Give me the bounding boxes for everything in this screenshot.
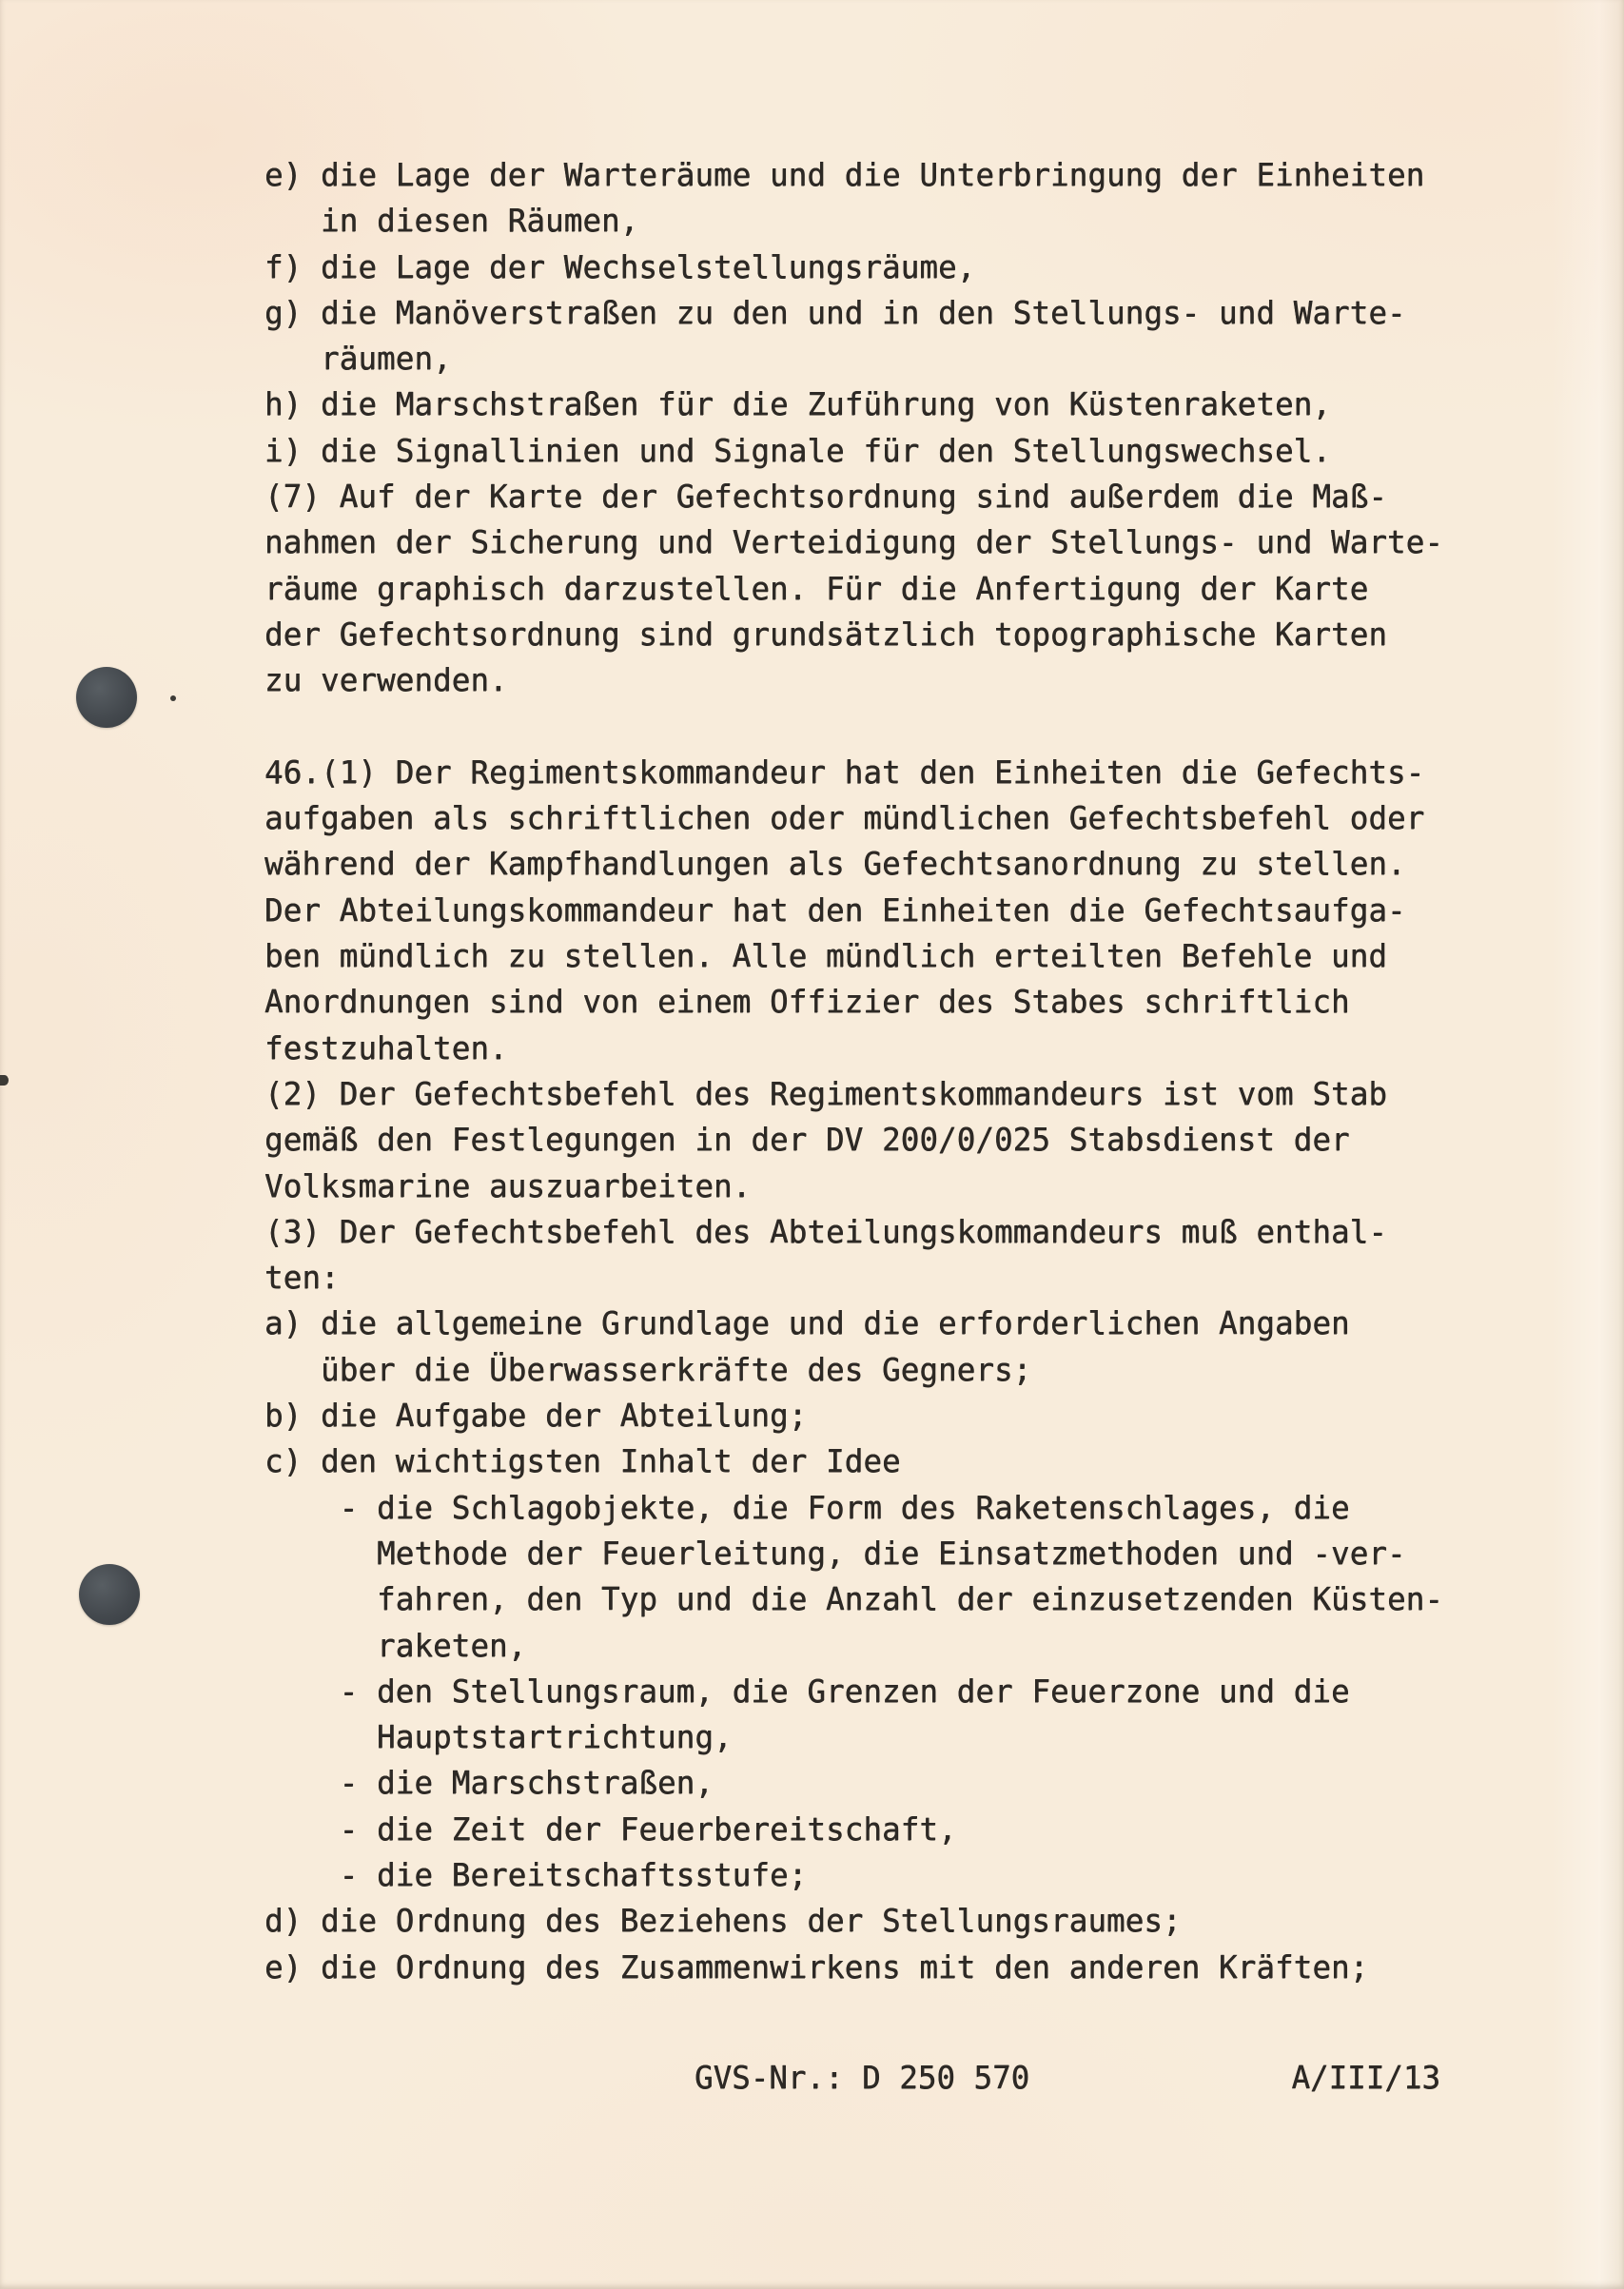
- text-line: - die Schlagobjekte, die Form des Raketenschlages, die: [264, 1489, 1350, 1526]
- text-line: d) die Ordnung des Beziehens der Stellungsraumes;: [264, 1903, 1182, 1940]
- paper-speck: [0, 1075, 9, 1086]
- text-line: h) die Marschstraßen für die Zuführung von Küstenraketen,: [264, 386, 1331, 423]
- hole-punch-bottom: [79, 1564, 140, 1625]
- text-line: - den Stellungsraum, die Grenzen der Feuerzone und die: [264, 1673, 1350, 1710]
- text-line: (2) Der Gefechtsbefehl des Regimentskommandeurs ist vom Stab: [264, 1075, 1387, 1112]
- text-line: (3) Der Gefechtsbefehl des Abteilungskommandeurs muß enthal-: [264, 1213, 1387, 1250]
- text-line: g) die Manöverstraßen zu den und in den Stellungs- und Warte-: [264, 294, 1406, 331]
- text-line: - die Zeit der Feuerbereitschaft,: [264, 1810, 957, 1848]
- text-line: - die Marschstraßen,: [264, 1765, 714, 1802]
- text-line: nahmen der Sicherung und Verteidigung der Stellungs- und Warte-: [264, 524, 1443, 561]
- text-line: Der Abteilungskommandeur hat den Einheiten die Gefechtsaufga-: [264, 891, 1406, 929]
- text-line: Methode der Feuerleitung, die Einsatzmethoden und -ver-: [264, 1535, 1406, 1572]
- text-line: - die Bereitschaftsstufe;: [264, 1856, 808, 1893]
- text-line: c) den wichtigsten Inhalt der Idee: [264, 1443, 901, 1480]
- text-line: aufgaben als schriftlichen oder mündlichen Gefechtsbefehl oder: [264, 800, 1425, 837]
- text-line: Anordnungen sind von einem Offizier des Stabes schriftlich: [264, 984, 1350, 1021]
- text-line: b) die Aufgabe der Abteilung;: [264, 1398, 808, 1435]
- text-line: i) die Signallinien und Signale für den Stellungswechsel.: [264, 432, 1331, 469]
- gvs-number: GVS-Nr.: D 250 570: [695, 2060, 1030, 2096]
- text-line: räumen,: [264, 341, 452, 378]
- paper-speck: [170, 695, 176, 701]
- document-body: [264, 152, 1463, 1990]
- text-line: e) die Ordnung des Zusammenwirkens mit den anderen Kräften;: [264, 1948, 1369, 1986]
- document-footer: [264, 2055, 1440, 2101]
- text-line: räume graphisch darzustellen. Für die Anfertigung der Karte: [264, 570, 1369, 607]
- text-line: zu verwenden.: [264, 662, 508, 699]
- text-line: [264, 704, 1463, 750]
- text-line: Hauptstartrichtung,: [264, 1719, 733, 1756]
- text-line: ben mündlich zu stellen. Alle mündlich erteilten Befehle und: [264, 938, 1387, 975]
- text-line: über die Überwasserkräfte des Gegners;: [264, 1351, 1032, 1388]
- text-line: ten:: [264, 1260, 340, 1297]
- text-line: festzuhalten.: [264, 1029, 508, 1066]
- hole-punch-top: [76, 667, 137, 728]
- text-line: a) die allgemeine Grundlage und die erforderlichen Angaben: [264, 1305, 1350, 1342]
- text-line: gemäß den Festlegungen in der DV 200/0/025 Stabsdienst der: [264, 1122, 1350, 1159]
- page-reference: A/III/13: [1291, 2060, 1440, 2096]
- text-line: e) die Lage der Warteräume und die Unterbringung der Einheiten: [264, 157, 1425, 193]
- text-line: 46.(1) Der Regimentskommandeur hat den Einheiten die Gefechts-: [264, 753, 1425, 791]
- text-line: der Gefechtsordnung sind grundsätzlich topographische Karten: [264, 616, 1387, 653]
- text-line: während der Kampfhandlungen als Gefechtsanordnung zu stellen.: [264, 846, 1406, 883]
- text-line: in diesen Räumen,: [264, 203, 639, 240]
- text-line: f) die Lage der Wechselstellungsräume,: [264, 248, 976, 285]
- text-line: raketen,: [264, 1627, 527, 1664]
- text-line: Volksmarine auszuarbeiten.: [264, 1167, 752, 1204]
- text-line: (7) Auf der Karte der Gefechtsordnung sind außerdem die Maß-: [264, 479, 1387, 516]
- text-line: fahren, den Typ und die Anzahl der einzusetzenden Küsten-: [264, 1581, 1443, 1618]
